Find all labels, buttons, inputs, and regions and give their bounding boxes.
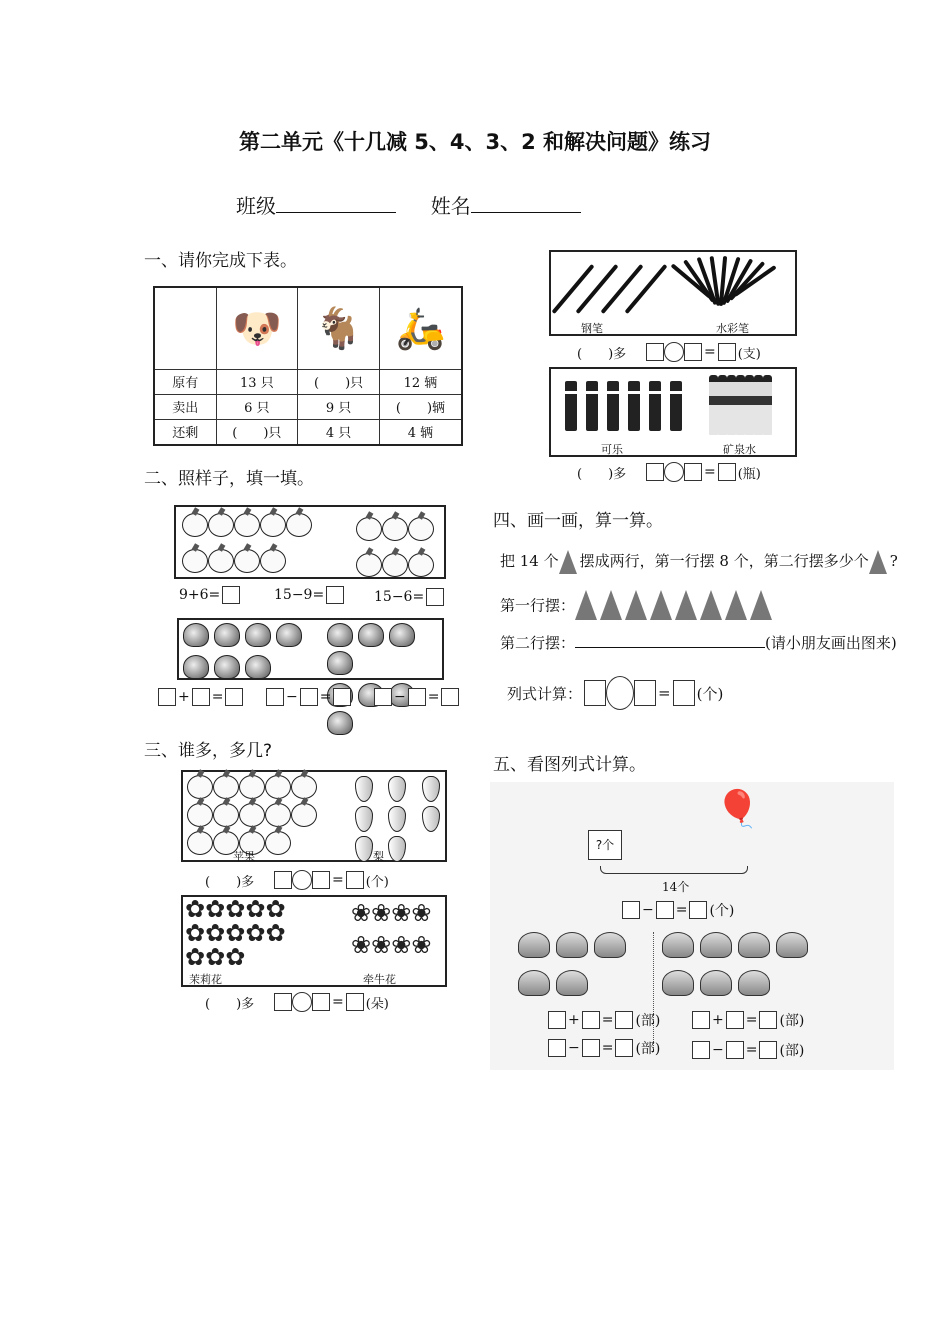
- table-cell: 13 只: [216, 369, 298, 394]
- apple-label: 苹果: [233, 850, 255, 863]
- triangle-icon: [869, 550, 887, 574]
- peach-icon: [358, 623, 384, 647]
- water-group: [709, 375, 772, 439]
- jasmine-group: ✿✿✿✿✿ ✿✿✿✿✿ ✿✿✿: [185, 895, 286, 971]
- triangle-icon: [575, 590, 597, 620]
- peach-icon: [389, 623, 415, 647]
- section1-heading: 一、请你完成下表。: [144, 251, 297, 271]
- apple-icon: [356, 553, 382, 577]
- jasmine-label: 茉莉花: [189, 973, 222, 986]
- apple-group-left: [182, 513, 312, 577]
- apples-panel: [174, 505, 446, 579]
- total-label: 14个: [662, 880, 690, 894]
- peach-icon: [183, 655, 209, 679]
- equation-1: 9+6=: [177, 586, 240, 604]
- equation-2: 15−9=: [272, 586, 344, 604]
- peach-icon: [245, 623, 271, 647]
- peaches-panel: [177, 618, 444, 680]
- triangle-icon: [559, 550, 577, 574]
- table-row: [154, 394, 462, 419]
- triangle-icon: [725, 590, 747, 620]
- apple-icon: [182, 549, 208, 573]
- peach-icon: [183, 623, 209, 647]
- section3-heading: 三、谁多，多几?: [144, 741, 273, 761]
- phone-icon: [518, 932, 550, 958]
- apple-icon: [182, 513, 208, 537]
- peach-icon: [276, 623, 302, 647]
- phones-left: [518, 932, 648, 1000]
- triangle-icon: [650, 590, 672, 620]
- apple-pear-panel: [181, 770, 447, 862]
- answer-box[interactable]: [634, 680, 656, 706]
- table-cell: 12 辆: [379, 369, 462, 394]
- answer-box[interactable]: [333, 688, 351, 706]
- mystery-box: ?个: [588, 830, 622, 860]
- equation-3: 15−6=: [372, 588, 444, 606]
- section2-heading: 二、照样子，填一填。: [144, 469, 314, 489]
- problem-text: 把 14 个 摆成两行，第一行摆 8 个，第二行摆多少个 ?: [500, 550, 898, 574]
- row-label: 还剩: [154, 419, 216, 445]
- page-title: 第二单元《十几减 5、4、3、2 和解决问题》练习: [238, 130, 712, 154]
- fountain-pen-label: 钢笔: [581, 322, 603, 335]
- table-cell: 6 只: [216, 394, 298, 419]
- answer-box[interactable]: [673, 680, 695, 706]
- morning-glory-label: 牵牛花: [363, 973, 396, 986]
- table-cell: 9 只: [298, 394, 380, 419]
- class-label: 班级: [236, 194, 276, 218]
- apple-icon: [356, 517, 382, 541]
- cola-group: [565, 381, 691, 435]
- peach-icon: [214, 623, 240, 647]
- answer-box[interactable]: [646, 343, 664, 361]
- compare-equation-pens: ( )多 = (支): [577, 344, 761, 362]
- water-label: 矿泉水: [723, 443, 756, 456]
- dog-image: 🐶: [216, 287, 298, 369]
- triangle-icon: [750, 590, 772, 620]
- table-cell: 4 只: [298, 419, 380, 445]
- answer-box[interactable]: [192, 688, 210, 706]
- flower-panel: [181, 895, 447, 987]
- compare-equation-flower: ( )多 = (朵): [205, 994, 389, 1012]
- table-cell: 4 辆: [379, 419, 462, 445]
- answer-box[interactable]: [300, 688, 318, 706]
- blank-equation-2: − =: [266, 688, 351, 706]
- triangle-icon: [700, 590, 722, 620]
- apple-icon: [286, 513, 312, 537]
- apple-icon: [260, 513, 286, 537]
- apple-icon: [208, 513, 234, 537]
- pear-icon: [355, 776, 373, 802]
- student-info: [236, 190, 581, 219]
- triangle-icon: [625, 590, 647, 620]
- balloons-icon: 🎈: [715, 789, 760, 830]
- compare-equation-drinks: ( )多 = (瓶): [577, 464, 761, 482]
- phone-equation-4: − = (部): [692, 1040, 806, 1060]
- draw-line[interactable]: [575, 632, 765, 648]
- answer-box[interactable]: [326, 586, 344, 604]
- pen-panel: [549, 250, 797, 336]
- picture-problem: [490, 782, 894, 1070]
- answer-box[interactable]: [584, 680, 606, 706]
- name-label: 姓名: [430, 194, 471, 218]
- drinks-panel: [549, 367, 797, 457]
- apple-icon: [260, 549, 286, 573]
- section5-heading: 五、看图列式计算。: [493, 755, 646, 775]
- cola-label: 可乐: [601, 443, 623, 456]
- row1: 第一行摆：: [500, 590, 775, 620]
- apple-icon: [234, 513, 260, 537]
- row-label: 卖出: [154, 394, 216, 419]
- calc-row: 列式计算： = (个): [505, 676, 725, 710]
- blank-equation-1: + =: [158, 688, 243, 706]
- answer-box[interactable]: [718, 343, 736, 361]
- divider: [653, 932, 654, 1052]
- triangle-icon: [600, 590, 622, 620]
- apple-group-right: [356, 517, 434, 581]
- apple-icon: [408, 517, 434, 541]
- answer-box[interactable]: [718, 463, 736, 481]
- answer-box[interactable]: [684, 343, 702, 361]
- goat-image: 🐐: [298, 287, 380, 369]
- phones-right: [662, 932, 862, 1000]
- triangle-icon: [675, 590, 697, 620]
- operator-circle[interactable]: [292, 992, 312, 1012]
- blank-equation-3: − =: [374, 688, 459, 706]
- answer-box[interactable]: [158, 688, 176, 706]
- peach-icon: [245, 655, 271, 679]
- apple-group: [187, 775, 337, 859]
- marker-label: 水彩笔: [716, 322, 749, 335]
- empty-header-cell: [154, 287, 216, 369]
- answer-box[interactable]: [426, 588, 444, 606]
- answer-box[interactable]: [274, 993, 292, 1011]
- row-label: 原有: [154, 369, 216, 394]
- peach-icon: [214, 655, 240, 679]
- apple-icon: [382, 517, 408, 541]
- operator-circle[interactable]: [664, 462, 684, 482]
- answer-box[interactable]: [684, 463, 702, 481]
- answer-box[interactable]: [266, 688, 284, 706]
- answer-box[interactable]: [312, 871, 330, 889]
- phone-equation-3: + = (部): [692, 1010, 806, 1030]
- answer-box[interactable]: [222, 586, 240, 604]
- operator-circle[interactable]: [606, 676, 634, 710]
- answer-box[interactable]: [346, 993, 364, 1011]
- answer-box[interactable]: [441, 688, 459, 706]
- class-field[interactable]: [276, 193, 396, 213]
- answer-box[interactable]: [408, 688, 426, 706]
- phone-equation-1: + = (部): [548, 1010, 662, 1030]
- fountain-pen-group: [571, 258, 648, 324]
- pear-group: [355, 776, 445, 866]
- answer-box[interactable]: [225, 688, 243, 706]
- apple-icon: [208, 549, 234, 573]
- answer-box[interactable]: [346, 871, 364, 889]
- section4-heading: 四、画一画，算一算。: [493, 511, 663, 531]
- phone-equation-2: − = (部): [548, 1038, 662, 1058]
- answer-box[interactable]: [274, 871, 292, 889]
- scooter-image: 🛵: [379, 287, 462, 369]
- answer-box[interactable]: [312, 993, 330, 1011]
- apple-icon: [382, 553, 408, 577]
- brace: [600, 866, 748, 874]
- table-cell-blank[interactable]: ( )只: [216, 419, 298, 445]
- pear-label: 梨: [373, 850, 384, 863]
- operator-circle[interactable]: [292, 870, 312, 890]
- peach-icon: [327, 623, 353, 647]
- table-cell-blank[interactable]: ( )辆: [379, 394, 462, 419]
- morning-glory-group: ❀❀❀❀ ❀❀❀❀: [351, 899, 432, 959]
- peach-group-left: [183, 623, 302, 683]
- row2: 第二行摆： (请小朋友画出图来): [500, 634, 897, 652]
- table-row: [154, 369, 462, 394]
- inventory-table: [153, 286, 463, 446]
- table-row: [154, 419, 462, 445]
- apple-icon: [234, 549, 260, 573]
- balloon-equation: − = (个): [622, 900, 736, 920]
- name-field[interactable]: [471, 193, 581, 213]
- answer-box[interactable]: [646, 463, 664, 481]
- table-cell-blank[interactable]: ( )只: [298, 369, 380, 394]
- compare-equation-fruit: ( )多 = (个): [205, 872, 389, 890]
- answer-box[interactable]: [374, 688, 392, 706]
- apple-icon: [408, 553, 434, 577]
- operator-circle[interactable]: [664, 342, 684, 362]
- marker-group: [689, 256, 757, 310]
- peach-group-right: [327, 623, 442, 739]
- peach-icon: [327, 711, 353, 735]
- peach-icon: [327, 651, 353, 675]
